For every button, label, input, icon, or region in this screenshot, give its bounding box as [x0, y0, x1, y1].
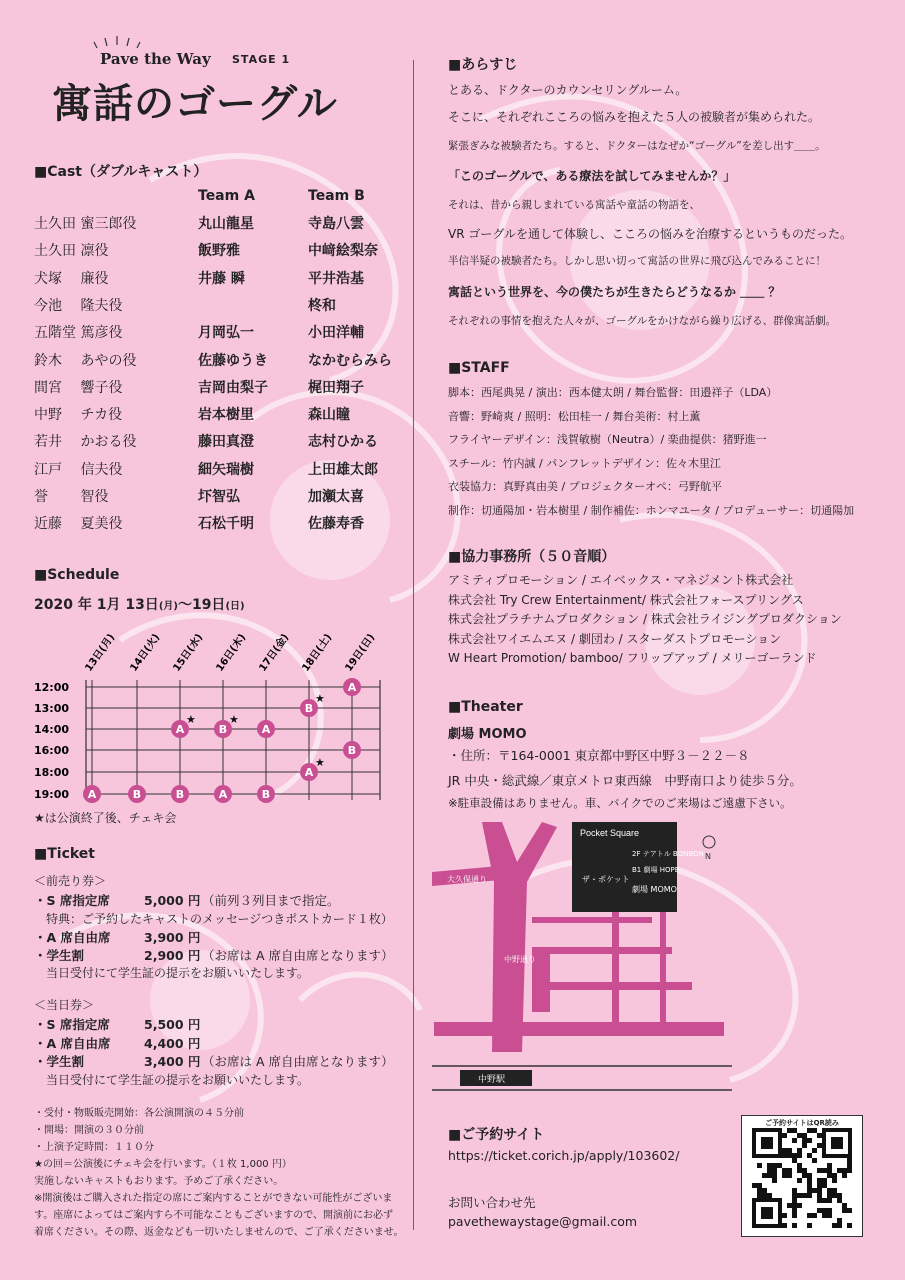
cast-row [34, 404, 414, 431]
synopsis-heading: ■あらすじ [448, 57, 518, 73]
schedule-time-label: 13:00 [34, 702, 70, 715]
advance-student-note: 当日受付にて学生証の提示をお願いいたします。 [46, 966, 310, 980]
cheki-star-icon: ★ [315, 756, 325, 769]
ticket-seat-name: ・S 席指定席 [34, 1017, 110, 1032]
staff-heading: ■STAFF [448, 360, 510, 376]
cast-row [34, 431, 414, 458]
performance-team-label: A [175, 723, 185, 736]
cast-team-a: 藤田真澄 [198, 434, 254, 451]
cast-team-b: 小田洋輔 [308, 325, 364, 342]
agency-line: 株式会社 Try Crew Entertainment/ 株式会社フォースプリングス [448, 592, 804, 607]
cast-row [34, 486, 414, 513]
qr-code[interactable] [741, 1115, 863, 1237]
staff-line: 脚本：西尾典晃 / 演出：西本健太朗 / 舞台監督：田邉祥子（LDA） [448, 386, 778, 399]
ticket-note: （前列３列目まで指定。 [202, 893, 340, 908]
nakano-label: 中野通り [504, 955, 536, 964]
theater-address: ・住所：〒164-0001 東京都中野区中野３－２２－８ [448, 748, 750, 763]
cast-role: 中野 チカ役 [34, 407, 123, 424]
cast-role: 五階堂 篤彦役 [34, 325, 123, 342]
schedule-day-label: 15日(水) [171, 632, 206, 674]
cast-team-a: 佐藤ゆうき [198, 352, 268, 369]
theater-access: JR 中央・総武線／東京メトロ東西線 中野南口より徒歩５分。 [448, 773, 802, 788]
contact-email[interactable]: pavethewaystage@gmail.com [448, 1214, 638, 1229]
ticket-price: 3,400 円 [144, 1054, 201, 1069]
cast-team-a: 石松千明 [198, 516, 254, 533]
staff-line: スチール：竹内誠 / パンフレットデザイン：佐々木里江 [448, 456, 721, 470]
performance-team-label: A [218, 788, 228, 801]
ticket-price: 2,900 円 [144, 948, 201, 963]
cast-row [34, 350, 414, 377]
ticket-price: 4,400 円 [144, 1035, 201, 1051]
cast-team-a: 圷智弘 [198, 489, 240, 505]
qr-pattern-icon [752, 1128, 852, 1228]
okubo-label: 大久保通り [447, 875, 487, 884]
cast-role: 今池 隆夫役 [34, 297, 123, 314]
schedule-time-label: 12:00 [34, 681, 70, 694]
building-label: ザ・ポケット [582, 875, 630, 884]
ticket-note-line: す。座席によってはご案内すら不可能なこともございますので、開演前にお必ず [34, 1210, 393, 1221]
cast-team-a: 井藤 瞬 [198, 270, 245, 287]
floor2-label: B1 劇場 HOPE [632, 866, 680, 874]
schedule-time-label: 18:00 [34, 766, 70, 779]
cast-row [34, 322, 414, 349]
ticket-price: 5,500 円 [144, 1017, 201, 1032]
cast-team-a: 丸山龍星 [198, 216, 254, 232]
cast-team-b: 寺島八雲 [308, 216, 364, 232]
cast-team-b: 志村ひかる [308, 434, 378, 451]
cast-team-a: 細矢瑞樹 [198, 461, 254, 478]
cast-team-a: 飯野雅 [198, 243, 240, 260]
ticket-heading: ■Ticket [34, 846, 95, 862]
sparkle-icon [92, 34, 142, 50]
schedule-day-label: 18日(土) [300, 632, 335, 674]
cast-team-a: 吉岡由梨子 [198, 379, 268, 396]
cast-row [34, 268, 414, 295]
agency-line: アミティプロモーション / エイベックス・マネジメント株式会社 [448, 573, 794, 587]
staff-line: 制作：切通陽加・岩本樹里 / 制作補佐：ホンマユータ / プロデューサー：切通陽加 [448, 503, 855, 517]
ticket-note-line: ・開場：開演の３０分前 [34, 1125, 144, 1136]
performance-team-label: A [87, 788, 97, 801]
performance-team-label: A [347, 681, 357, 694]
cast-role: 江戸 信夫役 [34, 461, 123, 478]
ticket-price: 5,000 円 [144, 893, 201, 908]
cast-heading: ■Cast（ダブルキャスト） [34, 164, 208, 180]
ticket-note-line: ・受付・物販販売開始：各公演開演の４５分前 [34, 1108, 244, 1119]
cast-team-b: なかむらみら [308, 352, 392, 369]
play-title: 寓話のゴーグル [52, 81, 338, 127]
ticket-seat-name: ・学生割 [34, 1054, 85, 1069]
north-icon [703, 836, 715, 848]
cast-row [34, 240, 414, 267]
cast-team-b: 上田雄太郎 [308, 461, 378, 478]
ticket-note-line: 着席ください。その際、返金なども一切いたしませんので、ご了承くださいませ。 [34, 1227, 404, 1238]
contact-label: お問い合わせ先 [448, 1195, 536, 1210]
parking-note: ※駐車設備はありません。車、バイクでのご来場はご遠慮下さい。 [448, 796, 792, 810]
cast-role: 若井 かおる役 [34, 434, 137, 451]
access-map [432, 822, 732, 1102]
cast-team-b: 加瀬太喜 [308, 489, 364, 505]
booking-url-link[interactable]: https://ticket.corich.jp/apply/103602/ [448, 1148, 680, 1163]
station-label: 中野駅 [478, 1075, 506, 1085]
svg-text:N: N [705, 852, 711, 861]
nakano-street [482, 822, 557, 1052]
momo-label: 劇場 MOMO [632, 885, 677, 894]
ticket-note-line: ★の回＝公演後にチェキ会を行います。（１枚 1,000 円） [34, 1159, 292, 1170]
synopsis-line: 寓話という世界を、今の僕たちが生きたらどうなるか ＿＿ ？ [448, 285, 781, 299]
performance-team-label: A [304, 766, 314, 779]
cast-role: 鈴木 あやの役 [34, 352, 137, 369]
schedule-time-label: 19:00 [34, 788, 70, 801]
ticket-seat-name: ・学生割 [34, 948, 85, 963]
cast-role: 間宮 響子役 [34, 379, 123, 396]
cheki-star-icon: ★ [186, 713, 196, 726]
door-student-note: 当日受付にて学生証の提示をお願いいたします。 [46, 1073, 310, 1087]
synopsis-line: そこに、それぞれこころの悩みを抱えた５人の被験者が集められた。 [448, 110, 821, 124]
floor-label: 2F テアトル BONBON [632, 850, 704, 858]
cheki-star-icon: ★ [315, 692, 325, 705]
schedule-heading: ■Schedule [34, 567, 120, 583]
performance-team-label: B [304, 702, 314, 715]
cast-role: 土久田 蜜三郎役 [34, 216, 137, 232]
cast-team-b: 森山瞳 [308, 407, 350, 424]
cast-role: 土久田 凛役 [34, 243, 109, 260]
cast-row [34, 295, 414, 322]
synopsis-line: それぞれの事情を抱えた人々が、ゴーグルをかけながら繰り広げる、群像寓話劇。 [448, 315, 837, 327]
ticket-seat-name: ・A 席自由席 [34, 930, 111, 945]
agency-heading: ■協力事務所（５０音順） [448, 549, 616, 565]
team-b-label: Team B [308, 188, 365, 204]
staff-line: 衣装協力：真野真由美 / プロジェクターオペ：弓野航平 [448, 480, 723, 493]
schedule-time-label: 14:00 [34, 723, 70, 736]
ticket-seat-name: ・A 席自由席 [34, 1035, 111, 1051]
performance-team-label: B [218, 723, 228, 736]
cheki-star-icon: ★ [229, 713, 239, 726]
ticket-note: （お席は A 席自由席となります） [202, 1054, 394, 1069]
theater-name: 劇場 MOMO [448, 727, 527, 742]
schedule-time-label: 16:00 [34, 744, 70, 757]
synopsis-line: とある、ドクターのカウンセリングルーム。 [448, 83, 688, 97]
series-name: Pave the Way [100, 50, 211, 68]
schedule-note: ★は公演終了後、チェキ会 [34, 811, 177, 825]
cast-role: 犬塚 廉役 [34, 270, 109, 287]
cast-row [34, 459, 414, 486]
main-road [434, 1022, 724, 1036]
theater-heading: ■Theater [448, 699, 523, 715]
performance-team-label: B [132, 788, 142, 801]
schedule-day-label: 13日(月) [83, 632, 118, 674]
cast-team-a: 岩本樹里 [198, 407, 254, 424]
schedule-dates: 2020 年 1月 13日(月)～19日(日) [34, 597, 245, 613]
synopsis-line: それは、昔から親しまれている寓話や童話の物語を、 [448, 199, 700, 211]
staff-line: 音響：野崎爽 / 照明：松田桂一 / 舞台美術：村上薫 [448, 409, 701, 423]
ticket-seat-name: ・S 席指定席 [34, 893, 110, 908]
synopsis-line: 半信半疑の被験者たち。しかし思い切って寓話の世界に飛び込んでみることに！ [448, 255, 826, 267]
cast-row [34, 377, 414, 404]
cast-role: 近藤 夏美役 [34, 516, 123, 533]
cast-role: 誉 智役 [34, 489, 109, 505]
cast-team-b: 柊和 [308, 297, 336, 314]
synopsis-line: 緊張ぎみな被験者たち。すると、ドクターはなぜか“ゴーグル”を差し出す＿＿。 [448, 140, 826, 152]
ticket-note-line: 実施しないキャストもおります。予めご了承ください。 [34, 1176, 284, 1187]
advance-label: ＜前売り券＞ [34, 874, 107, 888]
performance-team-label: A [261, 723, 271, 736]
staff-line: フライヤーデザイン：浅賀敏樹（Neutra）/ 楽曲提供：猪野進一 [448, 433, 767, 446]
schedule-day-label: 16日(木) [214, 632, 249, 674]
schedule-day-label: 17日(金) [257, 632, 292, 674]
pocket-square-label: Pocket Square [580, 828, 640, 838]
cast-team-b: 平井浩基 [308, 270, 364, 287]
synopsis-line: 「このゴーグルで、ある療法を試してみませんか？」 [448, 169, 736, 183]
performance-team-label: B [347, 744, 357, 757]
synopsis-line: VR ゴーグルを通して体験し、こころの悩みを治療するというものだった。 [448, 227, 853, 241]
performance-team-label: B [261, 788, 271, 801]
advance-extra: 特典：ご予約したキャストのメッセージつきポストカード１枚） [46, 912, 393, 926]
agency-line: W Heart Promotion/ bamboo/ フリップアップ / メリーゴーランド [448, 651, 817, 666]
ticket-note: （お席は A 席自由席となります） [202, 948, 394, 963]
booking-heading: ■ご予約サイト [448, 1127, 545, 1143]
schedule-grid [30, 620, 410, 810]
cast-row [34, 513, 414, 540]
cast-row [34, 213, 414, 240]
cast-team-b: 中﨑絵梨奈 [308, 243, 378, 260]
team-a-label: Team A [198, 188, 255, 204]
agency-line: 株式会社ワイエムエヌ / 劇団わ / スターダストプロモーション [448, 631, 782, 646]
agency-line: 株式会社プラチナムプロダクション / 株式会社ライジングプロダクション [448, 612, 842, 627]
schedule-day-label: 19日(日) [343, 632, 378, 674]
cast-team-b: 梶田翔子 [308, 379, 364, 396]
door-label: ＜当日券＞ [34, 998, 95, 1012]
cast-team-a: 月岡弘一 [198, 325, 254, 342]
ticket-note-line: ※開演後はご購入された指定の席にご案内することができない可能性がございま [34, 1193, 393, 1204]
cast-team-b: 佐藤寿香 [308, 516, 364, 533]
schedule-day-label: 14日(火) [128, 632, 163, 674]
ticket-note-line: ・上演予定時間：１１０分 [34, 1142, 154, 1153]
stage-label: STAGE 1 [232, 53, 291, 66]
performance-team-label: B [175, 788, 185, 801]
ticket-price: 3,900 円 [144, 930, 201, 945]
qr-label: ご予約サイトはQR読み [765, 1119, 839, 1127]
